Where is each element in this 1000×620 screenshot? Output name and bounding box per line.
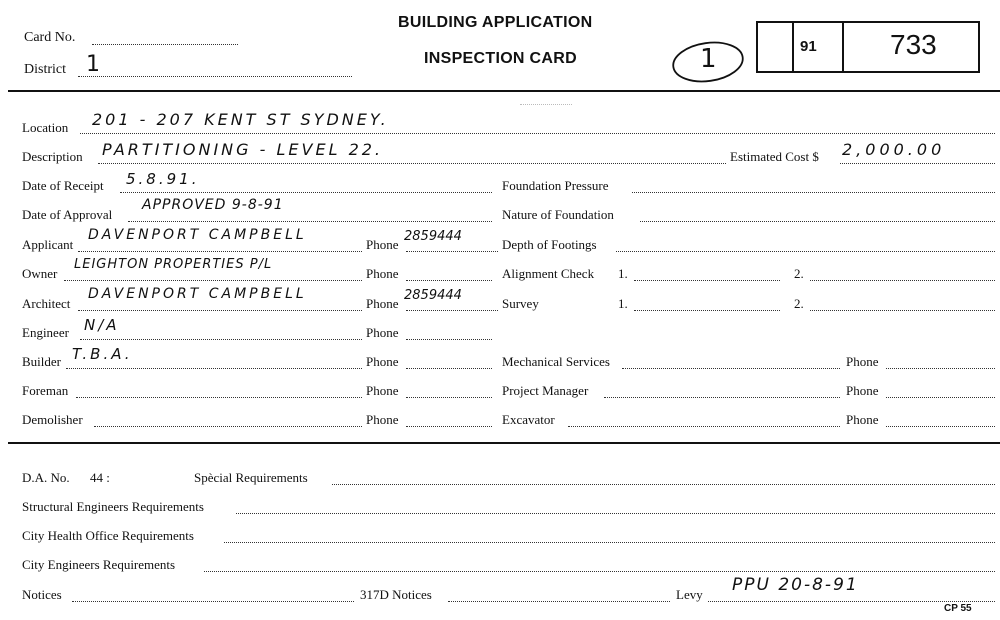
demolisher-phone-line[interactable] <box>406 426 492 427</box>
foundation-pressure-line[interactable] <box>632 192 995 193</box>
demolisher-phone-label: Phone <box>366 412 399 427</box>
survey-1-line[interactable] <box>634 310 780 311</box>
project-manager-phone-line[interactable] <box>886 397 995 398</box>
district-value: 1 <box>86 52 103 77</box>
card-number-box <box>756 21 980 73</box>
demolisher-label: Demolisher <box>22 412 83 427</box>
survey-1-label: 1. <box>618 296 628 311</box>
applicant-value: DAVENPORT CAMPBELL <box>88 227 307 243</box>
date-of-approval-value: APPROVED 9-8-91 <box>142 197 284 213</box>
levy-value: PPU 20-8-91 <box>732 575 859 595</box>
estimated-cost-line[interactable] <box>840 163 995 164</box>
excavator-label: Excavator <box>502 412 555 427</box>
levy-line[interactable] <box>708 601 995 602</box>
foundation-pressure-label: Foundation Pressure <box>502 178 609 193</box>
survey-2-label: 2. <box>794 296 804 311</box>
project-manager-line[interactable] <box>604 397 840 398</box>
box-number: 733 <box>890 29 937 60</box>
card-no-label: Card No. <box>24 30 76 45</box>
excavator-phone-line[interactable] <box>886 426 995 427</box>
city-health-requirements-line[interactable] <box>224 542 995 543</box>
middle-divider <box>8 442 1000 444</box>
title-line1: BUILDING APPLICATION <box>398 14 593 31</box>
owner-value: LEIGHTON PROPERTIES P/L <box>74 257 273 272</box>
alignment-check-label: Alignment Check <box>502 266 595 281</box>
excavator-line[interactable] <box>568 426 840 427</box>
circled-number: 1 <box>700 44 720 74</box>
special-requirements-line[interactable] <box>332 484 995 485</box>
notices-317d-label: 317D Notices <box>360 587 432 602</box>
architect-value: DAVENPORT CAMPBELL <box>88 286 307 302</box>
notices-line[interactable] <box>72 601 354 602</box>
applicant-label: Applicant <box>22 237 74 252</box>
engineer-phone-line[interactable] <box>406 339 492 340</box>
mechanical-services-phone-label: Phone <box>846 354 879 369</box>
title-line2: INSPECTION CARD <box>424 50 577 67</box>
excavator-phone-label: Phone <box>846 412 879 427</box>
location-line[interactable] <box>80 133 995 134</box>
mechanical-services-line[interactable] <box>622 368 840 369</box>
structural-requirements-line[interactable] <box>236 513 995 514</box>
location-label: Location <box>22 120 69 135</box>
mechanical-services-phone-line[interactable] <box>886 368 995 369</box>
architect-phone-value: 2859444 <box>404 288 462 303</box>
date-of-approval-line[interactable] <box>128 221 492 222</box>
owner-phone-label: Phone <box>366 266 399 281</box>
header-divider <box>8 90 1000 92</box>
date-of-receipt-label: Date of Receipt <box>22 178 104 193</box>
nature-of-foundation-line[interactable] <box>640 221 995 222</box>
owner-label: Owner <box>22 266 58 281</box>
mechanical-services-label: Mechanical Services <box>502 354 610 369</box>
foreman-label: Foreman <box>22 383 69 398</box>
notices-317d-line[interactable] <box>448 601 670 602</box>
description-value: PARTITIONING - LEVEL 22. <box>102 140 384 159</box>
special-requirements-label: Spècial Requirements <box>194 470 308 485</box>
date-of-receipt-line[interactable] <box>120 192 492 193</box>
owner-phone-line[interactable] <box>406 280 492 281</box>
engineer-label: Engineer <box>22 325 69 340</box>
builder-label: Builder <box>22 354 61 369</box>
smudge-mark <box>520 104 572 115</box>
alignment-check-1-line[interactable] <box>634 280 780 281</box>
nature-of-foundation-label: Nature of Foundation <box>502 207 614 222</box>
date-of-approval-label: Date of Approval <box>22 207 113 222</box>
alignment-check-2-label: 2. <box>794 266 804 281</box>
architect-phone-label: Phone <box>366 296 399 311</box>
alignment-check-1-label: 1. <box>618 266 628 281</box>
applicant-line[interactable] <box>78 251 362 252</box>
builder-phone-line[interactable] <box>406 368 492 369</box>
description-label: Description <box>22 149 83 164</box>
project-manager-label: Project Manager <box>502 383 589 398</box>
structural-requirements-label: Structural Engineers Requirements <box>22 499 204 514</box>
levy-label: Levy <box>676 587 703 602</box>
applicant-phone-value: 2859444 <box>404 229 462 244</box>
estimated-cost-value: 2,000.00 <box>842 140 946 159</box>
alignment-check-2-line[interactable] <box>810 280 995 281</box>
description-line[interactable] <box>98 163 726 164</box>
builder-line[interactable] <box>66 368 362 369</box>
builder-value: T.B.A. <box>72 345 133 363</box>
location-value: 201 - 207 KENT ST SYDNEY. <box>92 110 389 129</box>
architect-phone-line[interactable] <box>406 310 498 311</box>
card-no-line[interactable] <box>92 44 238 45</box>
owner-line[interactable] <box>64 280 362 281</box>
foreman-phone-line[interactable] <box>406 397 492 398</box>
survey-2-line[interactable] <box>810 310 995 311</box>
foreman-line[interactable] <box>76 397 362 398</box>
engineer-line[interactable] <box>80 339 362 340</box>
architect-label: Architect <box>22 296 71 311</box>
box-year: 91 <box>800 38 817 55</box>
builder-phone-label: Phone <box>366 354 399 369</box>
city-engineers-requirements-line[interactable] <box>204 571 995 572</box>
city-health-requirements-label: City Health Office Requirements <box>22 528 194 543</box>
estimated-cost-label: Estimated Cost $ <box>730 149 819 164</box>
applicant-phone-line[interactable] <box>406 251 498 252</box>
applicant-phone-label: Phone <box>366 237 399 252</box>
district-label: District <box>24 62 66 77</box>
depth-of-footings-label: Depth of Footings <box>502 237 597 252</box>
da-no-value: 44 : <box>90 470 110 485</box>
date-of-receipt-value: 5.8.91. <box>126 170 200 188</box>
city-engineers-requirements-label: City Engineers Requirements <box>22 557 176 572</box>
da-no-label: D.A. No. <box>22 470 70 485</box>
notices-label: Notices <box>22 587 62 602</box>
survey-label: Survey <box>502 296 539 311</box>
project-manager-phone-label: Phone <box>846 383 879 398</box>
engineer-value: N/A <box>84 316 120 334</box>
architect-line[interactable] <box>78 310 362 311</box>
depth-of-footings-line[interactable] <box>616 251 995 252</box>
card-code: CP 55 <box>944 603 972 614</box>
demolisher-line[interactable] <box>94 426 362 427</box>
engineer-phone-label: Phone <box>366 325 399 340</box>
district-line[interactable] <box>78 76 352 77</box>
foreman-phone-label: Phone <box>366 383 399 398</box>
